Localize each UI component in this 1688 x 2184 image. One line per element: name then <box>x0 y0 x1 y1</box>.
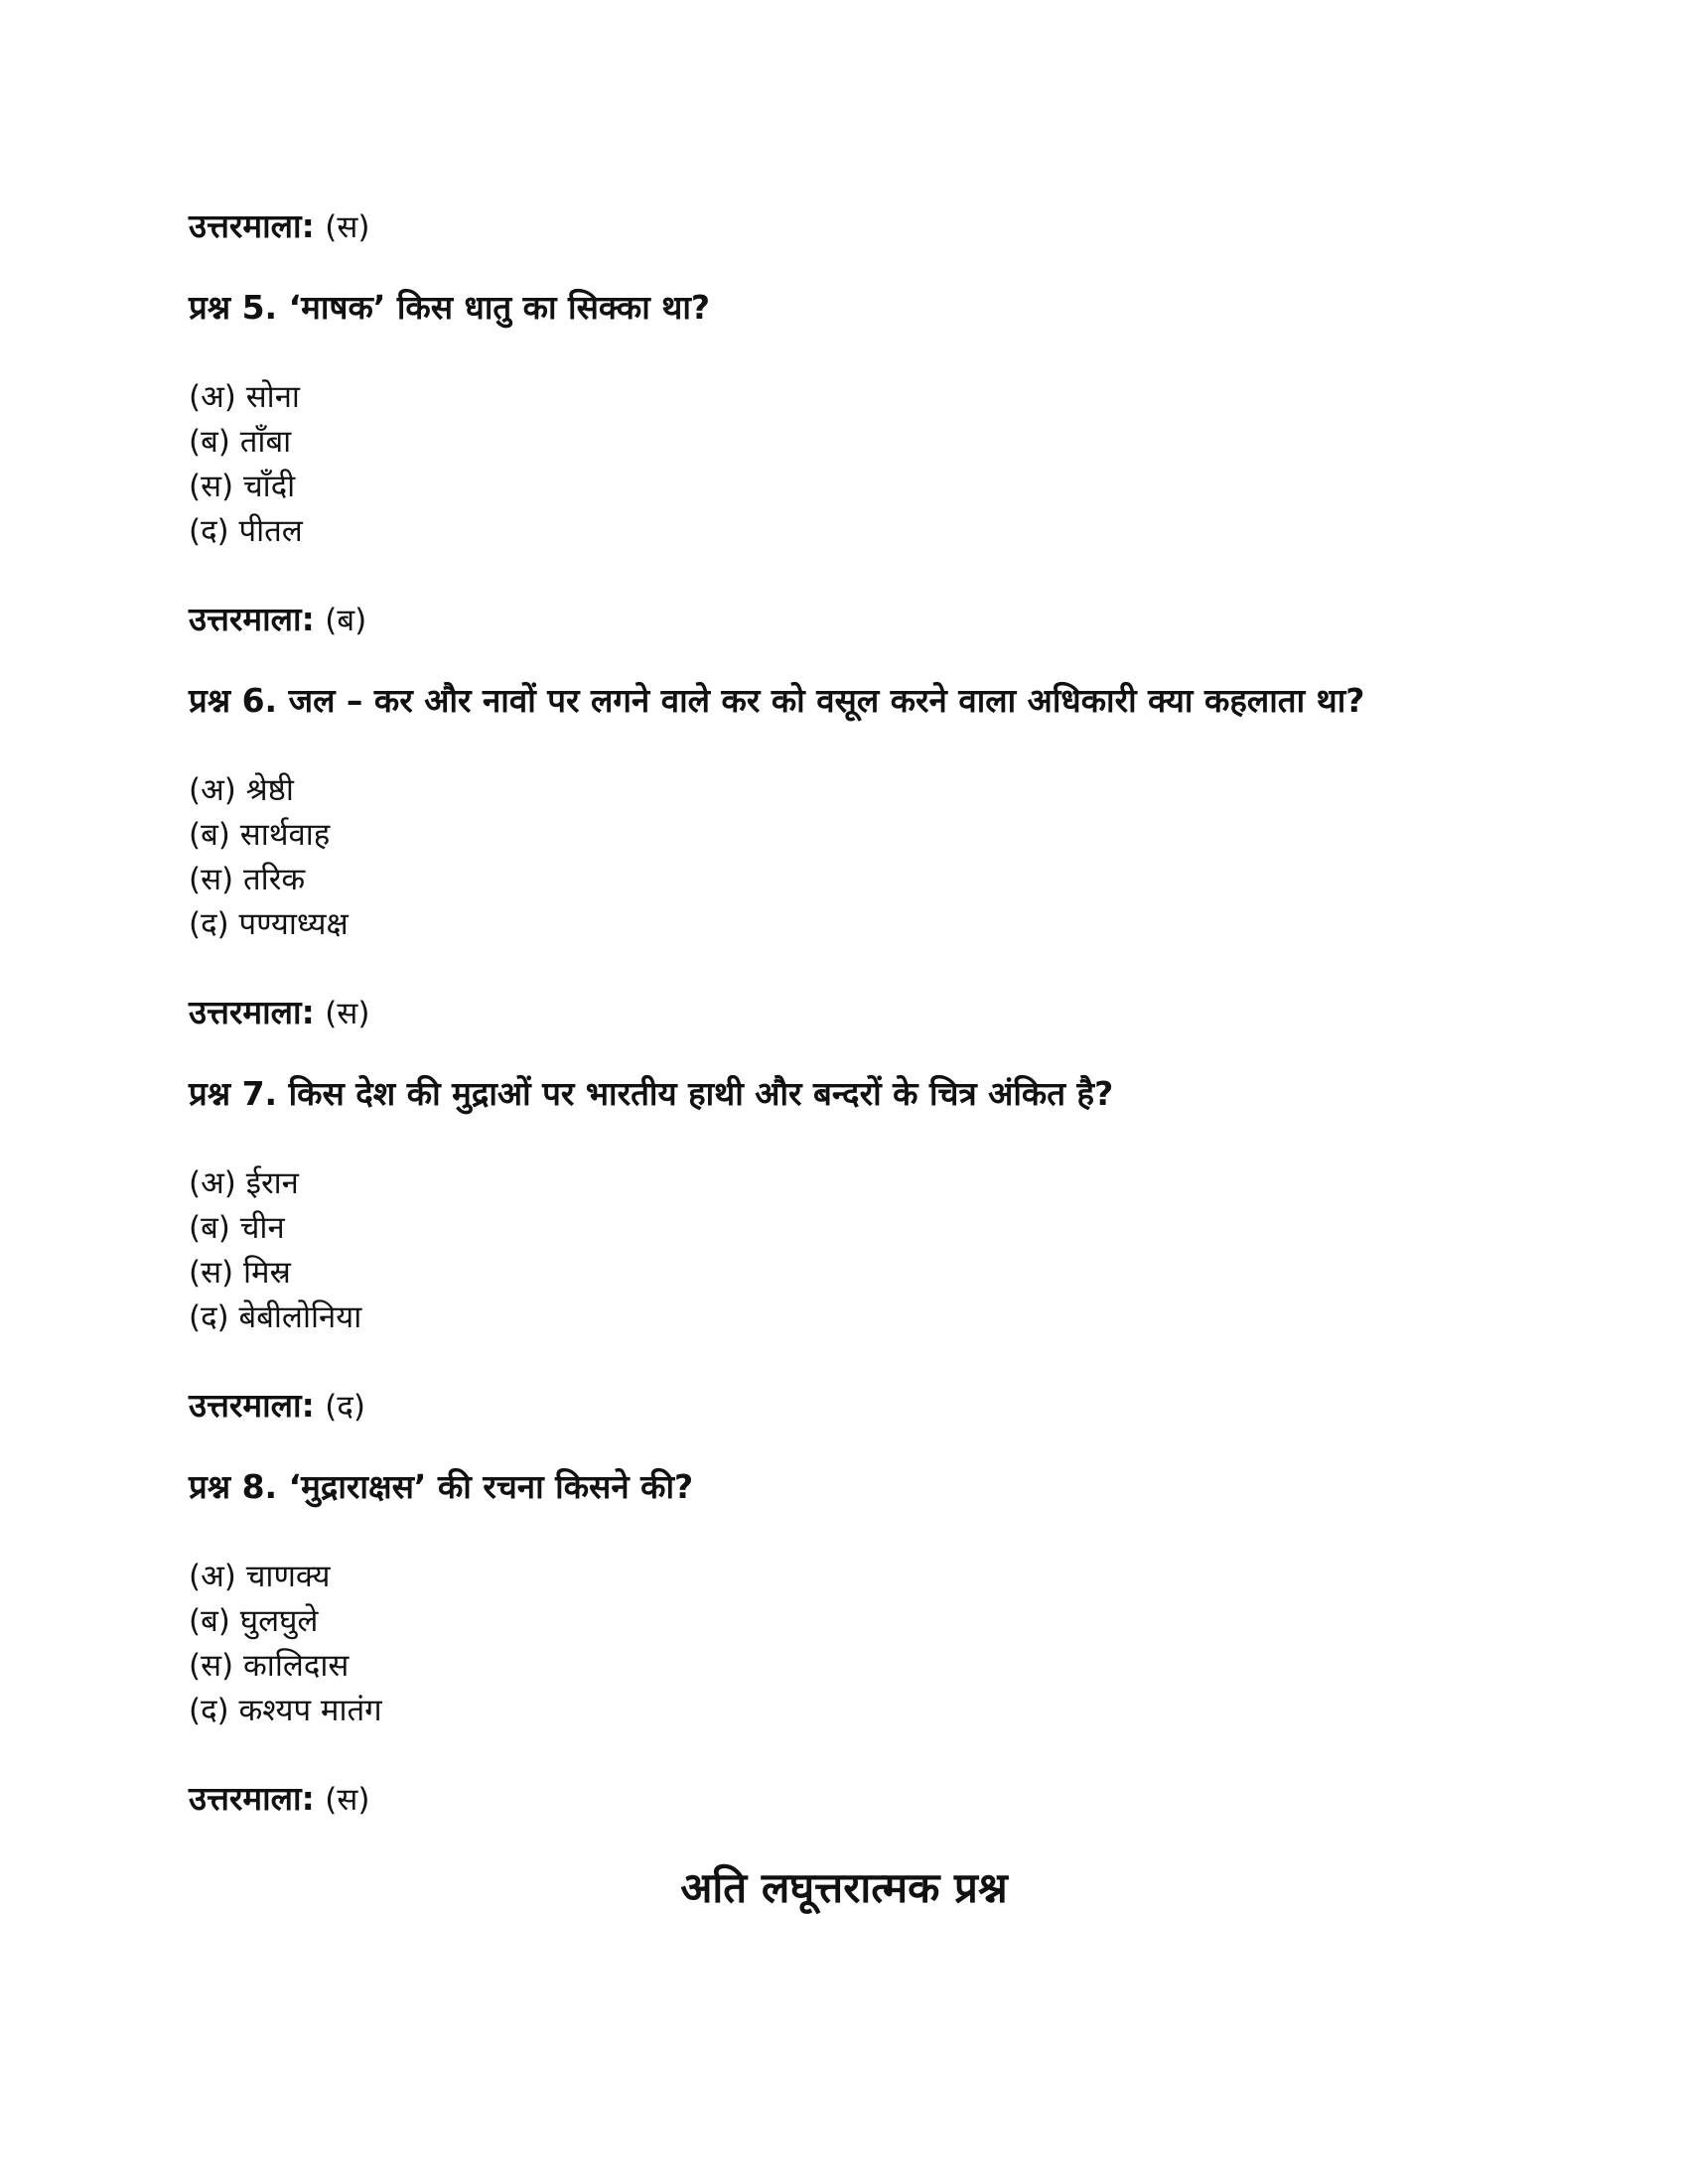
option-item: (स) तरिक <box>189 862 306 897</box>
option-item: (स) मिस्र <box>189 1255 291 1291</box>
question-title: प्रश्न 5. ‘माषक’ किस धातु का सिक्का था? <box>189 288 711 327</box>
option-item: (द) पण्याध्यक्ष <box>189 906 349 942</box>
answer-value: (स) <box>325 996 370 1031</box>
answer-label: उत्तरमाला: <box>189 993 315 1031</box>
answer-line <box>189 204 1579 250</box>
answer-value: (ब) <box>325 603 367 638</box>
answer-line <box>189 990 1579 1036</box>
option-item: (अ) सोना <box>189 379 300 415</box>
option-item: (ब) ताँबा <box>189 424 292 460</box>
option-item: (अ) चाणक्य <box>189 1559 331 1594</box>
option-item: (द) पीतल <box>189 513 303 549</box>
answer-line <box>189 1776 1579 1823</box>
answer-label: उत्तरमाला: <box>189 1386 315 1425</box>
answer-label: उत्तरमाला: <box>189 600 315 638</box>
answer-value: (स) <box>325 1782 370 1818</box>
answer-line <box>189 1383 1579 1430</box>
option-item: (स) चाँदी <box>189 469 296 504</box>
options-list <box>189 1161 1579 1340</box>
option-item: (स) कालिदास <box>189 1648 350 1684</box>
answer-value: (स) <box>325 209 370 245</box>
option-item: (ब) सार्थवाह <box>189 817 331 853</box>
answer-label: उत्तरमाला: <box>189 1779 315 1818</box>
question-title: प्रश्न 6. जल – कर और नावों पर लगने वाले कर को वसूल करने वाला अधिकारी क्या कहलाता था? <box>189 681 1365 720</box>
option-item: (द) कश्यप मातंग <box>189 1693 382 1728</box>
answer-value: (द) <box>325 1389 365 1425</box>
option-item: (ब) चीन <box>189 1210 285 1246</box>
options-list <box>189 375 1579 554</box>
option-item: (अ) श्रेष्ठी <box>189 772 294 808</box>
answer-label: उत्तरमाला: <box>189 206 315 245</box>
option-item: (अ) ईरान <box>189 1165 299 1201</box>
question-title: प्रश्न 8. ‘मुद्राराक्षस’ की रचना किसने की? <box>189 1467 694 1506</box>
answer-line <box>189 597 1579 643</box>
option-item: (द) बेबीलोनिया <box>189 1299 362 1335</box>
options-list <box>189 768 1579 947</box>
options-list <box>189 1555 1579 1733</box>
section-heading: अति लघूत्तरात्मक प्रश्न <box>680 1863 1008 1912</box>
question-title: प्रश्न 7. किस देश की मुद्राओं पर भारतीय हाथी और बन्दरों के चित्र अंकित है? <box>189 1074 1114 1113</box>
option-item: (ब) घुलघुले <box>189 1603 319 1639</box>
